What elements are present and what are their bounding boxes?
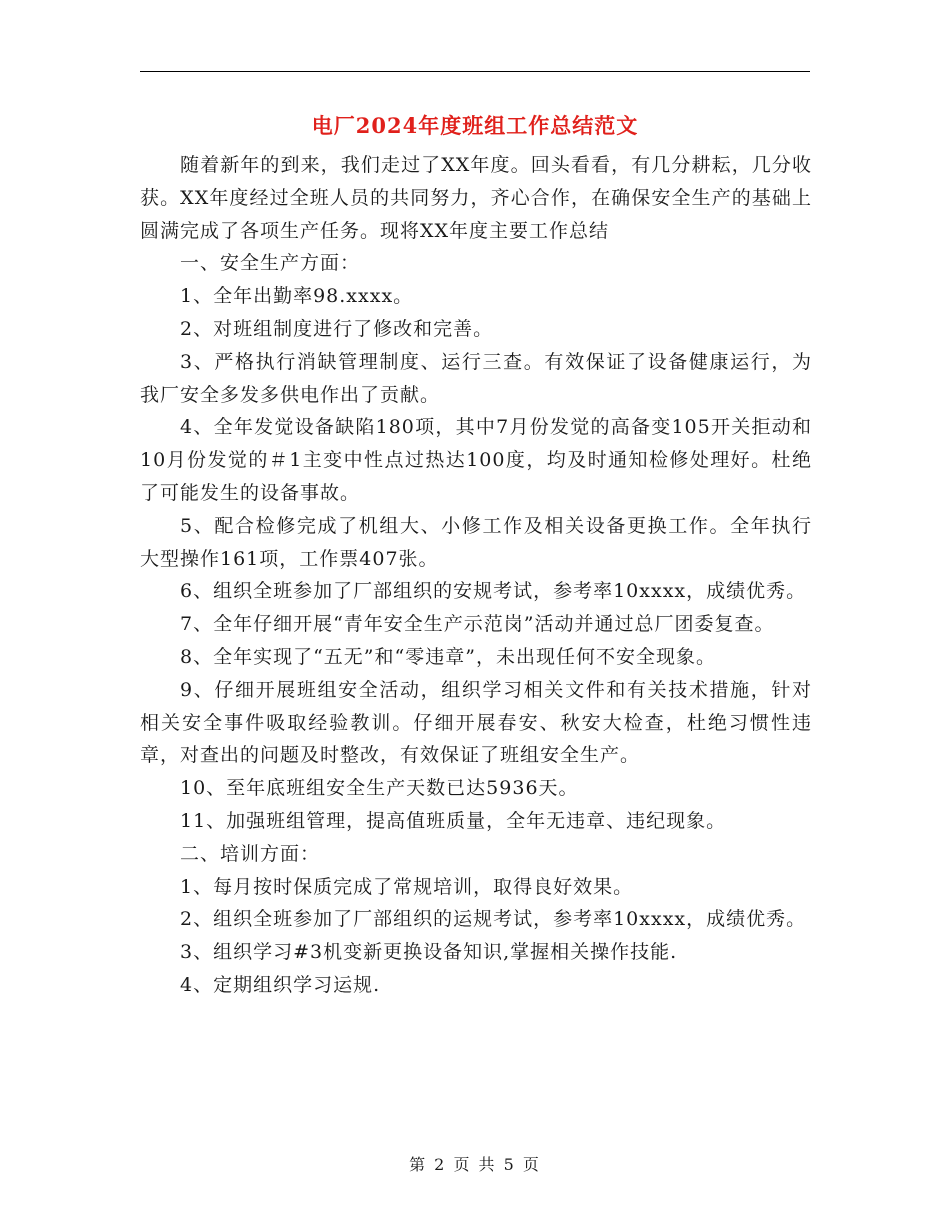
training-item-2: 2、组织全班参加了厂部组织的运规考试，参考率10xxxx，成绩优秀。 [180,908,807,931]
section-heading-training: 二、培训方面： [180,842,321,865]
safety-item-2: 2、对班组制度进行了修改和完善。 [180,317,494,340]
safety-item-7: 7、全年仔细开展“青年安全生产示范岗”活动并通过总厂团委复查。 [180,613,775,636]
document-body [140,149,812,1002]
safety-item-11: 11、加强班组管理，提高值班质量，全年无违章、违纪现象。 [180,809,727,832]
safety-item-9: 9、仔细开展班组安全活动，组织学习相关文件和有关技术措施，针对相关安全事件吸取经验教训。仔细开展春安、秋安大检查，杜绝习惯性违章，对查出的问题及时整改，有效保证了班组安全生产。 [140,678,812,767]
training-item-1: 1、每月按时保质完成了常规培训，取得良好效果。 [180,875,634,898]
document-title: 电厂2024年度班组工作总结范文 [311,113,639,138]
safety-item-3: 3、严格执行消缺管理制度、运行三查。有效保证了设备健康运行，为我厂安全多发多供电作出了贡献。 [140,350,812,406]
safety-item-5: 5、配合检修完成了机组大、小修工作及相关设备更换工作。全年执行大型操作161项，工作票407张。 [140,514,812,570]
section-heading-safety: 一、安全生产方面： [180,252,361,275]
safety-item-1: 1、全年出勤率98.xxxx。 [180,285,414,308]
training-item-3: 3、组织学习#3机变新更换设备知识,掌握相关操作技能. [180,941,678,964]
safety-item-6: 6、组织全班参加了厂部组织的安规考试，参考率10xxxx，成绩优秀。 [180,580,807,603]
safety-item-4: 4、全年发觉设备缺陷180项，其中7月份发觉的高备变105开关拒动和10月份发觉的＃1主变中性点过热达100度，均及时通知检修处理好。杜绝了可能发生的设备事故。 [140,416,812,504]
header-rule [140,71,810,72]
training-item-4: 4、定期组织学习运规. [180,973,381,996]
page-number-footer: 第 2 页 共 5 页 [409,1155,541,1174]
safety-item-10: 10、至年底班组安全生产天数已达5936天。 [180,777,579,800]
safety-item-8: 8、全年实现了“五无”和“零违章”，未出现任何不安全现象。 [180,645,716,668]
intro-paragraph: 随着新年的到来，我们走过了XX年度。回头看看，有几分耕耘，几分收获。XX年度经过全班人员的共同努力，齐心合作，在确保安全生产的基础上圆满完成了各项生产任务。现将XX年度主要工作总结 [140,154,812,242]
